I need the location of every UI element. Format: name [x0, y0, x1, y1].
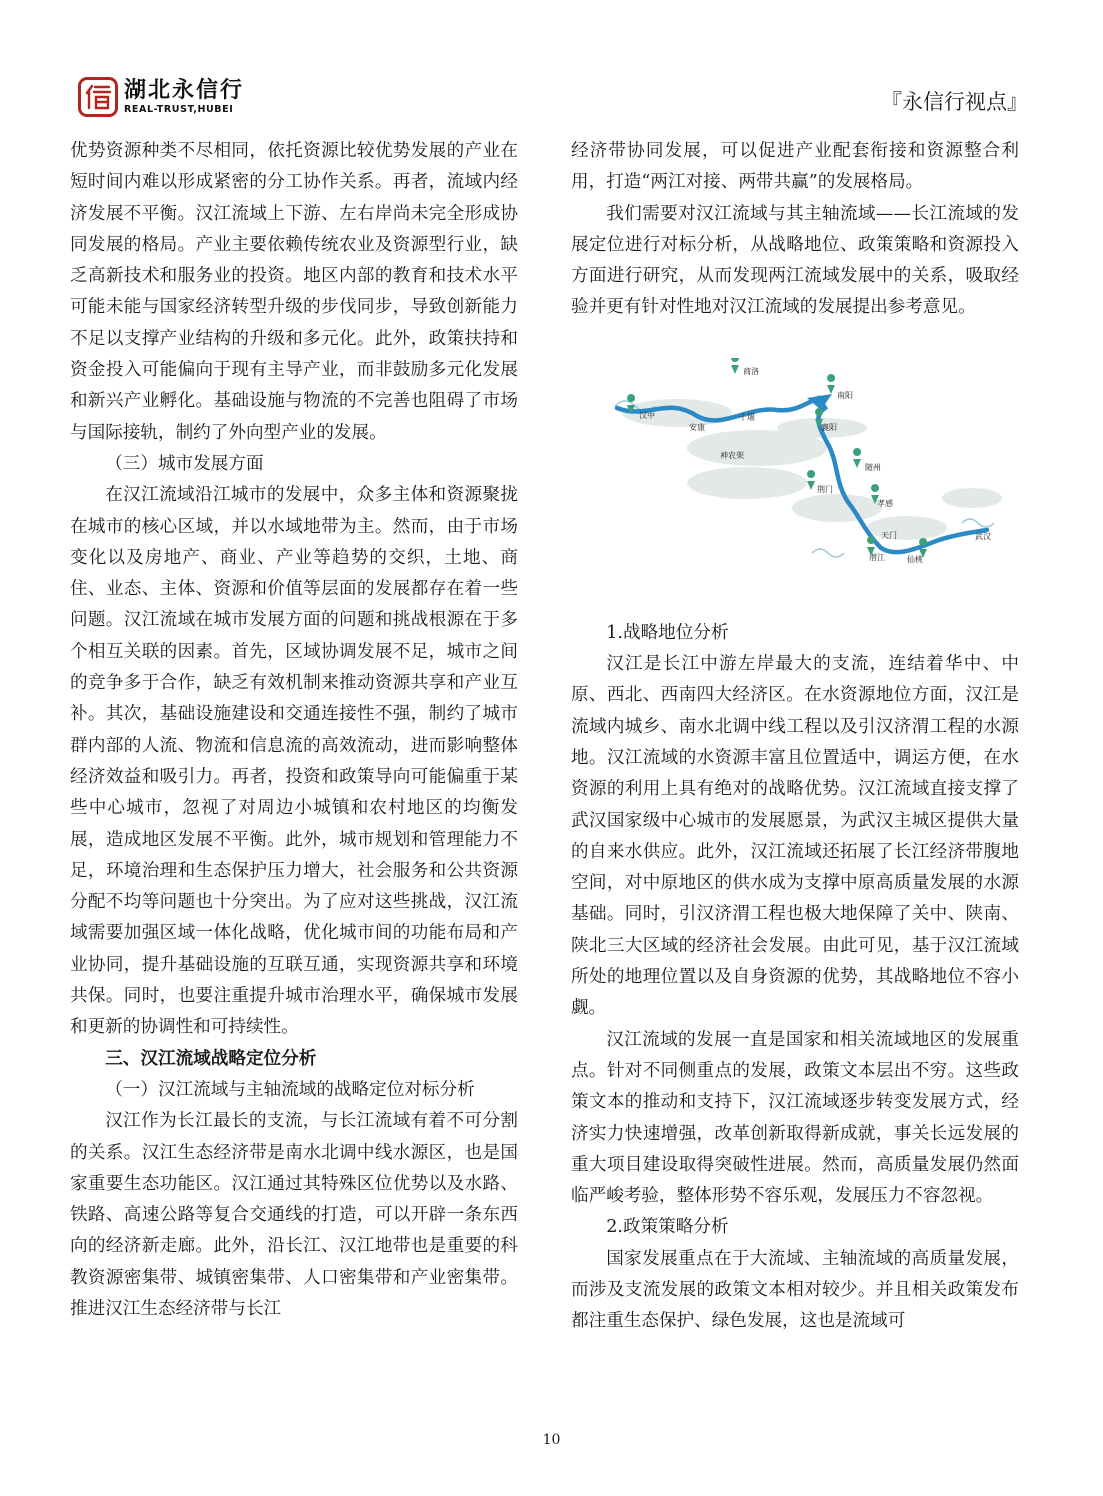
subheading: （三）城市发展方面: [105, 453, 264, 474]
map-city-label: 汉中: [639, 410, 655, 420]
company-logo: [78, 74, 244, 120]
map-city-label: 神农架: [720, 450, 744, 460]
logo-chinese-name: 湖北永信行: [124, 77, 245, 103]
paragraph: 优势资源种类不尽相同，依托资源比较优势发展的产业在短时间内难以形成紧密的分工协作关系。再者，流域内经济发展不平衡。汉江流域上下游、左右岸尚未完全形成协同发展的格局。产业主要依赖传统农业及资源型行业，缺乏高新技术和服务业的投资。地区内部的教育和技术水平可能未能与国家经济转型升级的步伐同步，导致创新能力不足以支撑产业结构的升级和多元化。此外，政策扶持和资金投入可能偏向于现有主导产业，而非鼓励多元化发展和新兴产业孵化。基础设施与物流的不完善也阻碍了市场与国际接轨，制约了外向型产业的发展。: [70, 141, 518, 443]
map-city-label: 南阳: [837, 390, 853, 400]
subheading: （一）汉江流域与主轴流域的战略定位对标分析: [105, 1079, 475, 1100]
subheading: 2.政策策略分析: [606, 1217, 729, 1238]
page-number: 10: [542, 1432, 561, 1448]
logo-english-name: REAL-TRUST,HUBEI: [124, 103, 234, 115]
map-pin-icon: [807, 470, 815, 490]
map-city-label: 商洛: [743, 366, 759, 376]
map-city-label: 天门: [881, 530, 897, 540]
map-city-label: 襄阳: [821, 422, 837, 432]
left-column: [70, 136, 518, 1325]
map-city-label: 潜江: [869, 552, 885, 562]
seal-logo-icon: [78, 77, 118, 117]
map-city-label: 仙桃: [907, 554, 923, 564]
map-city-label: 武汉: [975, 531, 991, 541]
paragraph: 国家发展重点在于大流域、主轴流域的高质量发展，而涉及支流发展的政策文本相对较少。并且相关政策发布都注重生态保护、绿色发展，这也是流域可: [571, 1248, 1019, 1332]
paragraph: 在汉江流域沿江城市的发展中，众多主体和资源聚拢在城市的核心区域，并以水域地带为主。然而，由于市场变化以及房地产、商业、产业等趋势的交织，土地、商住、业态、主体、资源和价值等层面的发展都存在着一些问题。汉江流域在城市发展方面的问题和挑战根源在于多个相互关联的因素。首先，区域协调发展不足，城市之间的竞争多于合作，缺乏有效机制来推动资源共享和产业互补。其次，基础设施建设和交通连接性不强，制约了城市群内部的人流、物流和信息流的高效流动，进而影响整体经济效益和吸引力。再者，投资和政策导向可能偏重于某些中心城市，忽视了对周边小城镇和农村地区的均衡发展，造成地区发展不平衡。此外，城市规划和管理能力不足，环境治理和生态保护压力增大，社会服务和公共资源分配不均等问题也十分突出。为了应对这些挑战，汉江流域需要加强区域一体化战略，优化城市间的功能布局和产业协同，提升基础设施的互联互通，实现资源共享和环境共保。同时，也要注重提升城市治理水平，确保城市发展和更新的协调性和可持续性。: [70, 485, 518, 1038]
subheading: 1.战略地位分析: [606, 622, 729, 643]
map-pin-icon: [827, 374, 835, 394]
map-city-label: 荆门: [817, 484, 833, 494]
right-column: [571, 136, 1019, 1338]
paragraph: 我们需要对汉江流域与其主轴流域——长江流域的发展定位进行对标分析，从战略地位、政策策略和资源投入方面进行研究，从而发现两江流域发展中的关系，吸取经验并更有针对性地对汉江流域的发展提出参考意见。: [571, 203, 1019, 318]
map-city-label: 安康: [689, 422, 705, 432]
map-city-label: 十堰: [739, 412, 755, 422]
page-header: [78, 74, 1028, 124]
paragraph: 汉江流域的发展一直是国家和相关流域地区的发展重点。针对不同侧重点的发展，政策文本层出不穷。这些政策文本的推动和支持下，汉江流域逐步转变发展方式，经济实力快速增强，改革创新取得新成就，事关长远发展的重大项目建设取得突破性进展。然而，高质量发展仍然面临严峻考验，整体形势不容乐观，发展压力不容忽视。: [571, 1029, 1019, 1207]
paragraph: 汉江是长江中游左岸最大的支流，连结着华中、中原、西北、西南四大经济区。在水资源地位方面，汉江是流域内城乡、南水北调中线工程以及引汉济渭工程的水源地。汉江流域的水资源丰富且位置适中，调运方便，在水资源的利用上具有绝对的战略优势。汉江流域直接支撑了武汉国家级中心城市的发展愿景，为武汉主城区提供大量的自来水供应。此外，汉江流域还拓展了长江经济带腹地空间，对中原地区的供水成为支撑中原高质量发展的水源基础。同时，引汉济渭工程也极大地保障了关中、陕南、陕北三大区域的经济社会发展。由此可见，基于汉江流域所处的地理位置以及自身资源的优势，其战略地位不容小觑。: [571, 654, 1019, 1019]
map-pin-icon: [731, 358, 739, 374]
map-pin-icon: [853, 448, 861, 468]
paragraph: 经济带协同发展，可以促进产业配套衔接和资源整合利用，打造“两江对接、两带共赢”的发展格局。: [571, 141, 1019, 193]
header-tagline: 『永信行视点』: [881, 90, 1028, 114]
paragraph: 汉江作为长江最长的支流，与长江流域有着不可分割的关系。汉江生态经济带是南水北调中线水源区，也是国家重要生态功能区。汉江通过其特殊区位优势以及水路、铁路、高速公路等复合交通线的打造，可以开辟一条东西向的经济新走廊。此外，沿长江、汉江地带也是重要的科教资源密集带、城镇密集带、人口密集带和产业密集带。推进汉江生态经济带与长江: [70, 1111, 518, 1319]
map-city-label: 孝感: [877, 498, 893, 508]
hanjiang-basin-map: [607, 358, 1007, 588]
section-heading: 三、汉江流域战略定位分析: [105, 1048, 317, 1069]
map-city-label: 随州: [865, 462, 881, 472]
